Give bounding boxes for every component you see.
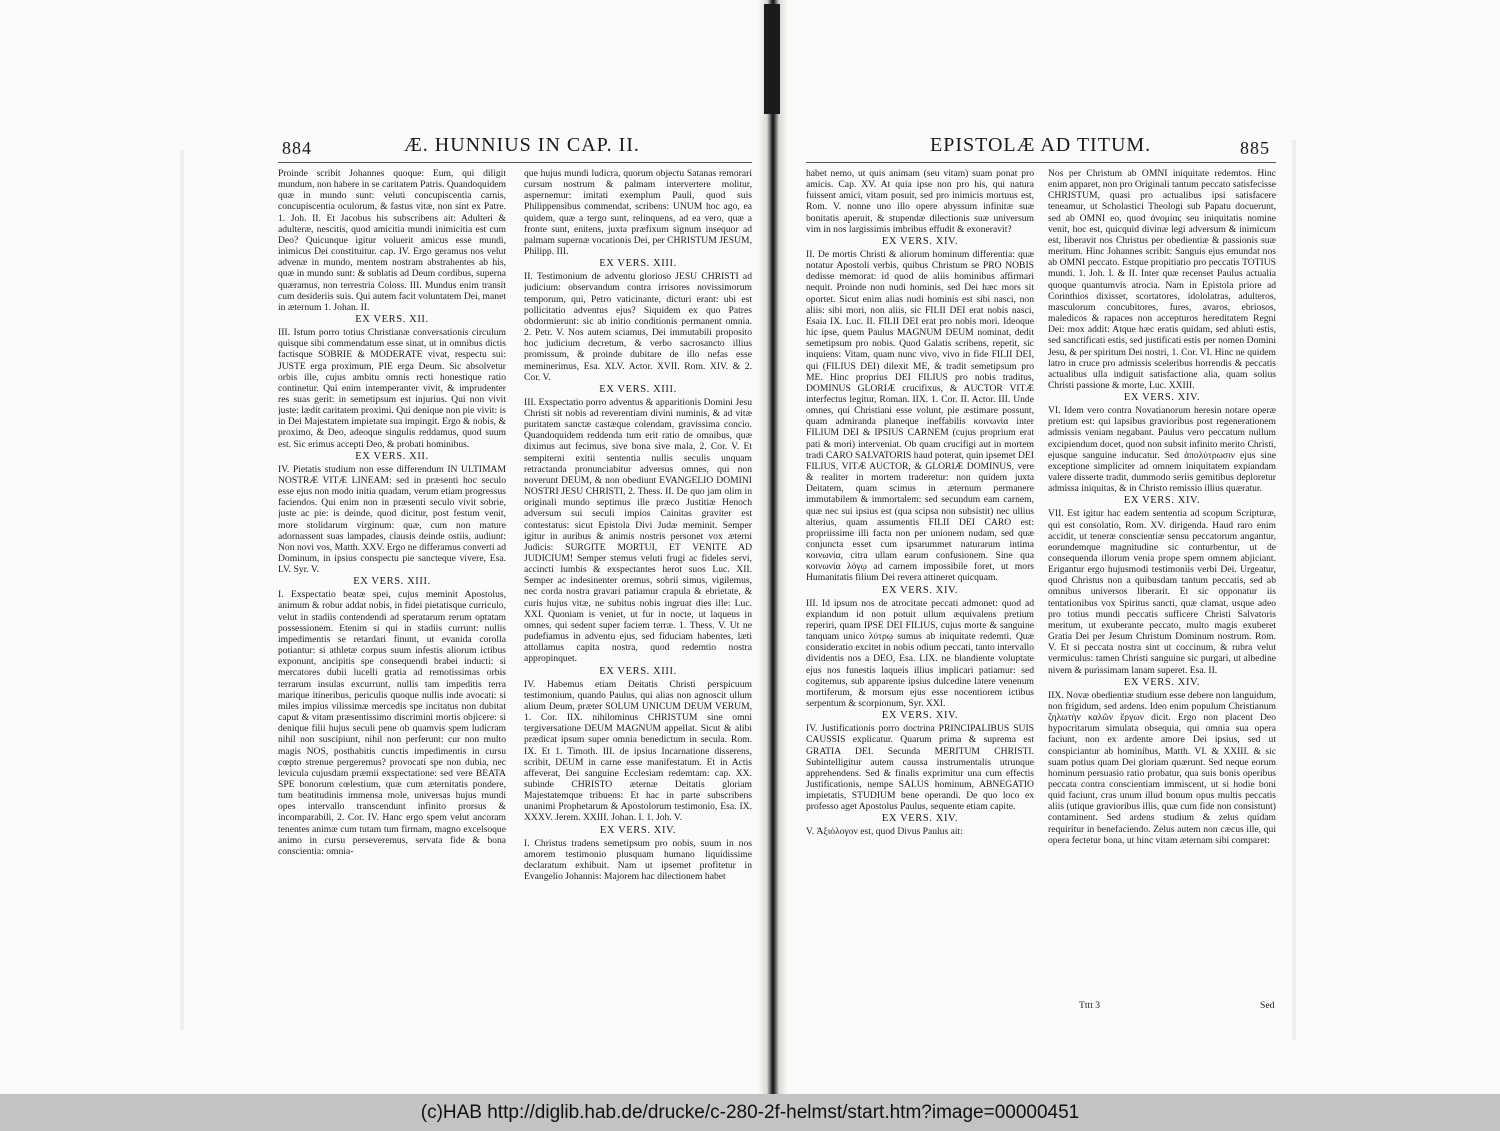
paragraph: Nos per Christum ab OMNI iniquitate redemtos. Hinc enim apparet, non pro Originali tantum peccato satisfecisse CHRISTUM, quasi pro actualibus ipsi satisfacere teneamur, ut Scholastici Theologi sub Papatu docuerunt, sed ab OMNI eo, quod ἀνομίας seu iniquitatis nomine venit, hoc est, quicquid divinæ legi adversum & inimicum est, liberavit nos Christus per obedientiæ & passionis suæ meritum. Hinc Johannes scribit: Sanguis ejus emundat nos ab OMNI peccato. Estque propitiatio pro peccatis TOTIUS mundi. 1. Joh. I. & II. Inter quæ recenset Paulus actualia quoque quantumvis atrocia. Nam in Epistola priore ad Corinthios dixisset, scortatores, idololatras, adulteros, masculorum concubitores, fures, avaros, ebriosos, maledicos & rapaces non accepturos hereditatem Regni Dei: mox addit: Atque hæc eratis quidam, sed abluti estis, sed sanctificati estis, sed justificati estis per nomen Domini Jesu, & per spiritum Dei nostri, 1. Cor. VI. Hinc ne quidem latro in cruce pro admissis sceleribus horrendis & peccatis actualibus ulla indiguit satisfactione alia, quam solius Christi passione & morte, Luc. XXIII. <box>1048 168 1276 391</box>
paragraph: I. Christus tradens semetipsum pro nobis, suum in nos amorem testimonio plusquam humano liquidissime declaratum exhibuit. Nam ut ipsemet profitetur in Evangelio Johannis: Majorem hac dilectionem habet <box>524 837 752 883</box>
section-heading: EX VERS. XIV. <box>1123 392 1201 404</box>
paragraph: habet nemo, ut quis animam (seu vitam) suam ponat pro amicis. Cap. XV. At quia ipse non pro his, qui natura fuissent amici, vitam posuit, sed pro inimicis mortuus est, Rom. V. nonne uno illo opere abyssum infinitæ suæ bonitatis aperuit, & stupendæ dilectionis suæ universum vim in nos largissimis imbribus effudit & exoneravit? <box>806 168 1034 235</box>
running-head-title-right: EPISTOLÆ AD TITUM. <box>930 134 1152 156</box>
book-gutter <box>758 0 788 1094</box>
paragraph: II. De mortis Christi & aliorum hominum differentia: quæ notatur Apostoli verbis, quibus Christum se PRO NOBIS dedisse memorat: id quod de aliis hominibus affirmari nequit. Proinde non nudi hominis, sed Dei hæc mors sit oportet. Sicut enim alias nudi hominis est sibi nasci, non aliis: sibi mori, non aliis, sic FILII DEI erat nobis nasci, Esaia IX. Luc. II. FILII DEI erat pro nobis mori. Ideoque hic ipse, quem Paulus MAGNUM DEUM nominat, dedit semetipsum pro nobis. Quod Galatis scribens, repetit, sic inquiens: Vitam, quam nunc vivo, vivo in fide FILII DEI, qui (FILIUS DEI) dilexit ME, & tradit semetipsum pro ME. Hinc proprius DEI FILIUS pro nobis traditus, DOMINUS GLORIÆ crucifixus, & AUCTOR VITÆ interfectus legitur, Roman. IIX. 1. Cor. II. Actor. III. Unde omnes, qui Christiani esse volunt, pie æstimare possunt, quam admiranda planeque ineffabilis κοινωνία inter FILIUM DEI & IPSIUS CARNEM (cujus proprium erat pati & mori) interveniat. Ob quam crucifigi aut in mortem tradi CARO SALVATORIS haud poterat, quin ipsemet DEI FILIUS, VITÆ AUCTOR, & GLORIÆ DOMINUS, vere & realiter in mortem traderetur: non quidem juxta Deitatem, quam scimus in æternum permanere immutabilem & immortalem: sed secundum eam carnem, quæ nec sui ipsius est (qua scipsa non subsistit) nec ullius alterius, quam assumentis FILII DEI CARO est: propriissime illi facta non per unionem nudam, sed quæ conjuncta esset cum ipsarummet naturarum intima κοινωνία, citra ullam earum confusionem. Sine qua κοινωνία λόγῳ ad carnem impossibile foret, ut mors Humanitatis filium Dei revera attineret quicquam. <box>806 248 1034 584</box>
page-edge-shadow-left <box>180 150 184 1030</box>
paragraph: IV. Pietatis studium non esse differendum IN ULTIMAM NOSTRÆ VITÆ LINEAM: sed in præsenti hoc seculo esse ejus non modo initia quadam, verum etiam progressus faciendos. Qui enim non in præsenti seculo vivit sobrie, juste ac pie: is deinde, quod dicitur, post festum venit, more stolidarum virginum: quæ, cum non mature adornassent suas lampades, clausis deinde ostiis, audiunt: Non novi vos, Matth. XXV. Ergo ne differamus converti ad Dominum, in ipsius conspectu pie sancteque vivere, Esa. LV. Syr. V. <box>278 463 506 576</box>
section-heading: EX VERS. XIV. <box>881 235 959 247</box>
left-page-column-2 <box>524 168 752 882</box>
section-heading: EX VERS. XIV. <box>1123 495 1201 507</box>
section-heading: EX VERS. XII. <box>355 450 429 462</box>
running-head-right <box>806 128 1276 163</box>
section-heading: EX VERS. XIV. <box>881 584 959 596</box>
signature-mark: Tttt 3 <box>1079 1000 1101 1011</box>
right-page <box>806 128 1276 1058</box>
right-page-column-1 <box>806 168 1034 846</box>
paragraph: I. Exspectatio beatæ spei, cujus meminit Apostolus, animum & robur addat nobis, in fidei pietatisque curriculo, velut in stadiis contendendi ad speratarum rerum optatam possessionem. Etenim si qui in stadiis currunt: nullis impedimentis se retardari finunt, ut evanida corolla potiantur: si athletæ corpus suum infestis aliorum ictibus exponunt, ancipitis spe consequendi brabei inducti: si mercatores dubii lucelli gratia ad remotissimas orbis terrarum insulas excurrunt, nullis tam impeditis terra marique itineribus, periculis quoque nullis inde avocati: si miles impius vilissimæ mercedis spe incitatus non dubitat caput & vitam præsentissimo discrimini mortis objicere: si denique filii hujus seculi pene ob quamvis spem ludicram nihil non suscipiunt, nihil non perferunt: cur non multo magis NOS, posthabitis cunctis impedimentis in cursu cœpto strenue pergeremus? provocati spe non dubia, nec levicula cujusdam præmii exspectatione: sed vere BEATA SPE bonorum cœlestium, quæ cum æternitatis pondere, tum beatitudinis immensa mole, universas hujus mundi opes intervallo transcendunt infinito prorsus & incomparabili, 2. Cor. IV. Hanc ergo spem velut ancoram tenentes animæ cum tutam tum firmam, magno excelsoque animo in cursu perseveremus, servata fide & bona conscientia: omnia- <box>278 589 506 857</box>
paragraph: IV. Justificationis porro doctrina PRINCIPALIBUS SUIS CAUSSIS explicatur. Quarum prima & suprema est GRATIA DEI. Secunda MERITUM CHRISTI. Subintelligitur autem caussa instrumentalis utrunque apprehendens. Sed & finalis exprimitur una cum effectis Justificationis, nempe SALUS hominum, ABNEGATIO impietatis, STUDIUM bene operandi. De quo loco ex professo aget Apostolus Paulus, sequente etiam capite. <box>806 723 1034 813</box>
paragraph: que hujus mundi ludicra, quorum objectu Satanas remorari cursum nostrum & palmam intervertere molitur, aspernemur: imitati exemplum Pauli, quod suis Philippensibus commendat, scribens: UNUM hoc ago, ea quidem, quæ a tergo sunt, relinquens, ad ea vero, quæ a fronte sunt, enitens, juxta præfixum signum insequor ad palmam supernæ vocationis Dei, per CHRISTUM JESUM, Philipp. III. <box>524 168 752 258</box>
paragraph: Proinde scribit Johannes quoque: Eum, qui diligit mundum, non habere in se caritatem Patris. Quandoquidem quæ in mundo sunt: veluti concupiscentia carnis, concupiscentia oculorum, & fastus vitæ, non sint ex Patre. 1. Joh. II. Et Jacobus his subscribens ait: Adulteri & adulteræ, nescitis, quod amicitia mundi inimicitia est cum Deo? Quicunque igitur voluerit amicus esse mundi, inimicus Dei constituitur. cap. IV. Ergo geramus nos velut advenæ in mundo, mentem nostram abstrahentes ab his, quæ in mundo sunt: & sublatis ad Deum cordibus, superna quæramus, non terrestria Coloss. III. Mundus enim transit cum desideriis suis. Qui autem facit voluntatem Dei, manet in æternum 1. Johan. II. <box>278 168 506 313</box>
section-heading: EX VERS. XIII. <box>599 383 677 395</box>
left-page-column-1 <box>278 168 506 882</box>
page-number-left: 884 <box>282 138 312 158</box>
paragraph: IIX. Novæ obedientiæ studium esse debere non languidum, non frigidum, sed ardens. Ideo enim populum Christianum ζηλωτὴν καλῶν ἔργων dicit. Ergo non placent Deo hypocritarum simulata obsequia, qui omnia sua opera faciunt, non ex ardente amore Dei ipsius, sed ut conspiciantur ab hominibus, Matth. VI. & XXIII. & sic suam potius quam Dei gloriam quærunt. Sed neque eorum hominum persuasio ratio probatur, qua suis bonis operibus peccata contra conscientiam immiscent, ut si hodie boni quid faciunt, cras unum illud bonum opus multis peccatis aliis (utique gravioribus illis, quæ cum fide non consistunt) contaminent. Sed ardens studium & zelus quidam requiritur in benefaciendo. Zelus autem non cæcus ille, qui opera fectetur bona, ut hinc vitam æternam sibi comparet: <box>1048 689 1276 846</box>
section-heading: EX VERS. XIV. <box>599 824 677 836</box>
section-heading: EX VERS. XIII. <box>353 576 431 588</box>
source-footer: (c)HAB http://diglib.hab.de/drucke/c-280-2f-helmst/start.htm?image=00000451 <box>0 1094 1500 1131</box>
running-head-left <box>278 128 752 163</box>
paragraph: VI. Idem vero contra Novatianorum heresin notare operæ pretium est: qui lapsibus gravioribus post regenerationem admissis veniam negabant. Paulus vero peccatum nullum excipiendum docet, quod non subsit infinito merito Christi, ejusque sanguine inducatur. Sed ἀπολύτρωσιν ejus sine exceptione simpliciter ad omnem iniquitatem expiandam valere disserte tradit, dummodo seriis gemitibus deploretur admissa iniquitas, & in Christo remissio illius quæratur. <box>1048 405 1276 495</box>
running-head-title-left: Æ. HUNNIUS IN CAP. II. <box>404 134 640 156</box>
section-heading: EX VERS. XIV. <box>881 710 959 722</box>
paragraph: III. Istum porro totius Christianæ conversationis circulum quisque sibi commendatum esse sinat, ut in omnibus dictis factisque SOBRIE & MODERATE vivat, respectu sui: JUSTE erga proximum, PIE erga Deum. Sic absolvetur orbis ille, cujus ambitu omnis recti honestique ratio continetur. Qui enim intemperanter vivit, & imprudenter res suas gerit: in semetipsum est injurius. Qui non vivit juste: lædit caritatem proximi. Qui denique non pie vivit: is in Dei Majestatem impietate sua impingit. Ergo & nobis, & proximo, & Deo, adeoque singulis reddamus, quod suum est. Sic erimus accepti Deo, & probati hominibus. <box>278 327 506 450</box>
catchword: Sed <box>1260 1000 1275 1011</box>
paragraph: III. Id ipsum nos de atrocitate peccati admonet: quod ad expiandum id non potuit ullum æquivalens pretium reperiri, quam IPSE DEI FILIUS, cujus morte & sanguine tanquam unico λύτρῳ sumus ab iniquitate redemti. Quæ consideratio excitet in nobis odium peccati, tanto intervallo dividentis nos a DEO, Esa. LIX. ne blandiente voluptate ejus nos funestis laqueis illius implicari patiamur: sed cogitemus, sub apparente ipsius dulcedine latere venenum mortiferum, & morsum ejus esse nocentiorem ictibus serpentum & scorpionum, Syr. XXI. <box>806 597 1034 710</box>
gutter-binding-shadow <box>764 4 780 114</box>
section-heading: EX VERS. XIII. <box>599 258 677 270</box>
right-page-column-2 <box>1048 168 1276 846</box>
page-number-right: 885 <box>1240 138 1270 158</box>
paragraph: V. Ἀξιόλογον est, quod Divus Paulus ait: <box>806 826 963 838</box>
paragraph: IV. Habemus etiam Deitatis Christi perspicuum testimonium, quando Paulus, qui alias non agnoscit ullum alium Deum, præter SOLUM UNICUM DEUM VERUM, 1. Cor. IIX. nihilominus CHRISTUM sine omni tergiversatione DEUM MAGNUM appellat. Sicut & alibi prædicat ipsum super omnia benedictum in secula. Rom. IX. Et 1. Timoth. III. de ipsius Incarnatione disserens, scribit, DEUM in carne esse manifestatum. Et in Actis affeverat, Dei sanguine Ecclesiam redemtam: cap. XX. subinde CHRISTO æternæ Deitatis gloriam Majestatemque tribuens: Et hac in parte subscribens unanimi Prophetarum & Apostolorum testimonio, Esa. IX. XXXV. Jerem. XXIII. Johan. I. 1. Joh. V. <box>524 678 752 824</box>
paragraph: III. Exspectatio porro adventus & apparitionis Domini Jesu Christi sit nobis ad reverentiam divini numinis, & ad vitæ puritatem sanctæ castæque colendam, gravissima concio. Quandoquidem reddenda tum erit ratio de omnibus, quæ diximus aut fecimus, sive bona sive mala, 2. Cor. V. Et sempiterni exitii sententia nullis seculis unquam retractanda pronunciabitur adversus omnes, qui non noverunt DEUM, & non obediunt EVANGELIO DOMINI NOSTRI JESU CHRISTI, 2. Thess. II. De quo jam olim in originali mundo septimus ille præco Justitiæ Henoch adversum sui seculi impios Cainitas graviter est contestatus: sicut Epistola Divi Judæ meminit. Semper igitur in auribus & animis nostris personet vox æterni Judicis: SURGITE MORTUI, ET VENITE AD JUDICIUM! Semper stemus veluti frugi ac fideles servi, accincti lumbis & exspectantes herot suos Luc. XII. Semper ac indesinenter oremus, sobrii simus, vigilemus, nec corda nostra gravari patiamur crapula & ebrietate, & curis hujus vitæ, ne subitus nobis ingruat dies ille: Luc. XXI. Quoniam is veniet, ut fur in nocte, ut laqueus in omnes, qui sedent super faciem terræ. 1. Thess. V. Ut ne pudefiamus in adventu ejus, sed fiduciam habentes, læti attollamus capita nostra, quod redemtio nostra appropinquet. <box>524 396 752 665</box>
section-heading: EX VERS. XIII. <box>599 665 677 677</box>
paragraph: VII. Est igitur hac eadem sententia ad scopum Scripturæ, qui est consolatio, Rom. XV. dirigenda. Haud raro enim accidit, ut teneræ conscientiæ sensu peccatorum angantur, eorundemque magnitudine sic conturbentur, ut de consequenda illorum venia prope spem omnem abjiciant. Erigantur ergo hujusmodi testimoniis verbi Dei. Urgeatur, quod Christus non a quibusdam tantum peccatis, sed ab omnibus universos liberarit. Et sic opponatur iis tentationibus vox Spiritus sancti, quæ clamat, usque adeo pro totius mundi peccatis sufficere Christi Salvatoris meritum, ut exuberante peccato, multo magis exuberet Gratia Dei per Jesum Christum Dominum nostrum. Rom. V. Et si peccata nostra sint ut coccinum, & rubra velut vermiculus: tamen Christi sanguine sic purgari, ut albedine nivem & purissimam lanam superet. Esa. II. <box>1048 508 1276 676</box>
paragraph: II. Testimonium de adventu glorioso JESU CHRISTI ad judicium: observandum contra irrisores novissimorum temporum, qui, Petro vaticinante, dicturi erant: ubi est pollicitatio adventus ejus? Siquidem ex quo Patres obdormierunt: sic ab initio conditionis permanent omnia. 2. Petr. V. Nos autem sciamus, Dei immutabili proposito hoc judicium decretum, & verbo sacrosancto illius promissum, & proinde dubitare de illo nefas esse meminerimus, Esa. XLV. Actor. XVII. Rom. XIV. & 2. Cor. V. <box>524 271 752 383</box>
left-page <box>278 128 752 1058</box>
section-heading: EX VERS. XIV. <box>881 813 959 825</box>
section-heading: EX VERS. XII. <box>355 314 429 326</box>
section-heading: EX VERS. XIV. <box>1123 676 1201 688</box>
page-edge-shadow-right <box>1292 140 1296 1040</box>
